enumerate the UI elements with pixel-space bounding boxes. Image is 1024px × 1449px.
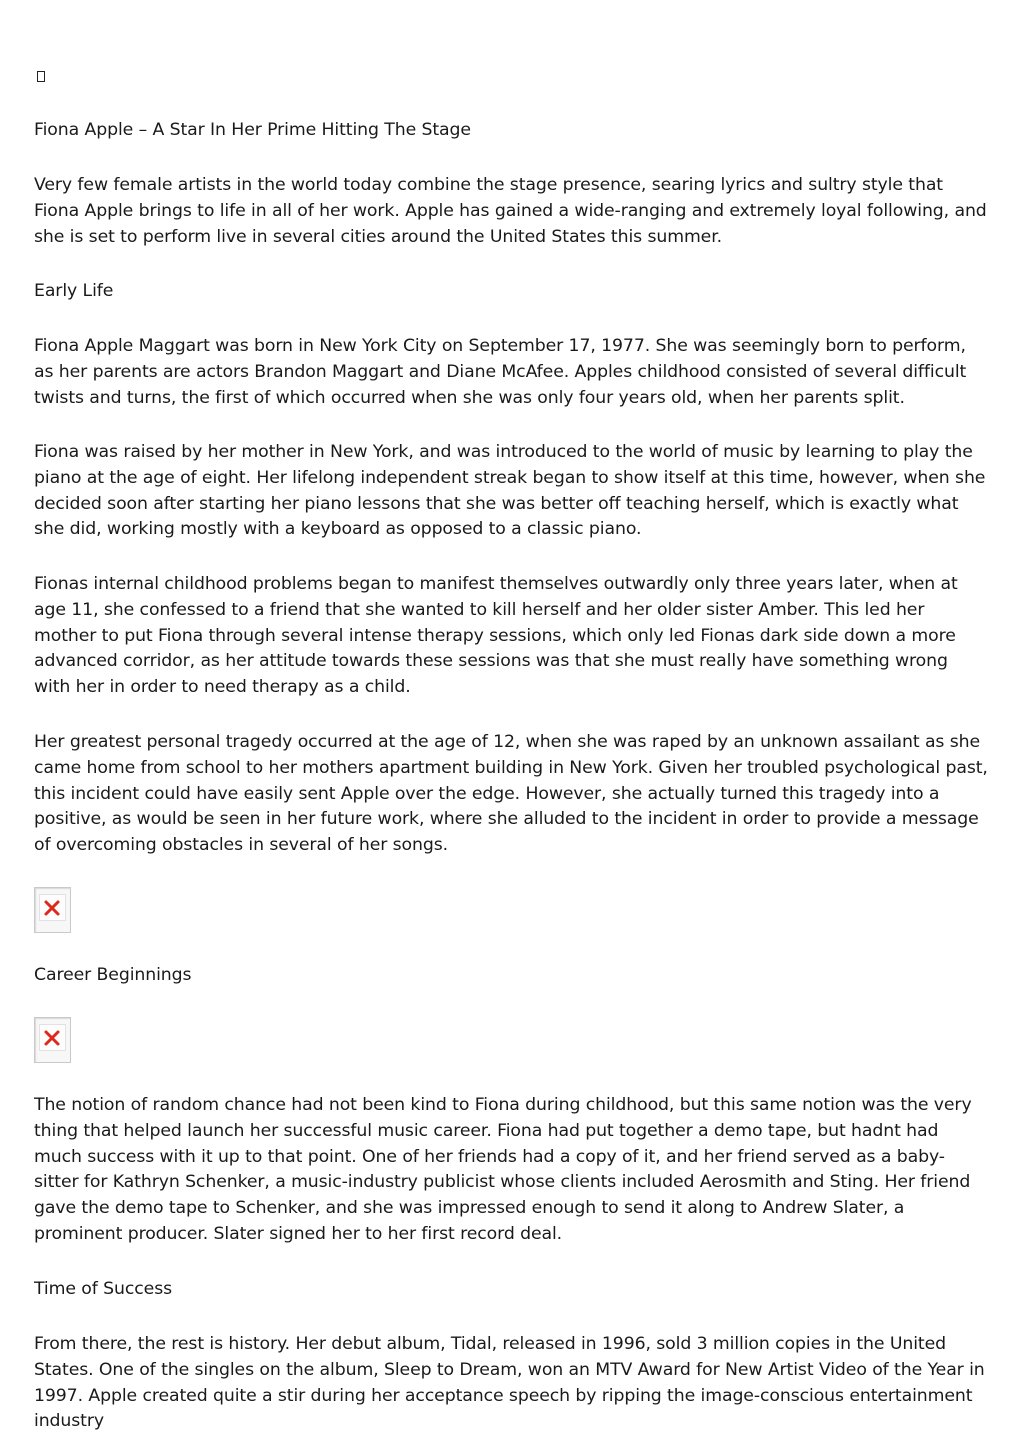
success-paragraph-1: From there, the rest is history. Her debut album, Tidal, released in 1996, sold 3 million copies in the United States. One of the singles on the album, Sleep to Dream, won an MTV Award for New Artist Video of the Year in 1997. Apple created quite a stir during her acceptance speech by ripping the image-conscious entertainment industry [34,1334,985,1432]
heading-career-beginnings: Career Beginnings [34,965,192,985]
early-life-paragraph-2: Fiona was raised by her mother in New York, and was introduced to the world of music by learning to play the piano at the age of eight. Her lifelong independent streak began to show itself at this time, however, when she decided soon after starting her piano lessons that she was better off teaching herself, which is exactly what she did, working mostly with a keyboard as opposed to a classic piano. [34,442,986,540]
early-life-paragraph-1: Fiona Apple Maggart was born in New York City on September 17, 1977. She was seemingly born to perform, as her parents are actors Brandon Maggart and Diane McAfee. Apples childhood consisted of several difficult twists and turns, the first of which occurred when she was only four years old, when her parents split. [34,336,967,408]
broken-image-icon [34,1017,71,1063]
red-x-icon [40,1023,67,1050]
article-title: Fiona Apple – A Star In Her Prime Hitting The Stage [34,120,471,140]
heading-early-life: Early Life [34,281,114,301]
heading-time-of-success: Time of Success [34,1279,172,1299]
missing-glyph-icon [37,71,45,82]
early-life-paragraph-3: Fionas internal childhood problems began to manifest themselves outwardly only three years later, when at age 11, she confessed to a friend that she wanted to kill herself and her older sister Amber. This led her mother to put Fiona through several intense therapy sessions, which only led Fionas dark side down a more advanced corridor, as her attitude towards these sessions was that she must really have something wrong with her in order to need therapy as a child. [34,574,958,698]
red-x-icon [40,893,67,920]
intro-paragraph: Very few female artists in the world today combine the stage presence, searing lyrics and sultry style that Fiona Apple brings to life in all of her work. Apple has gained a wide-ranging and extremely loyal following, and she is set to perform live in several cities around the United States this summer. [34,175,987,247]
broken-image-icon [34,887,71,933]
early-life-paragraph-4: Her greatest personal tragedy occurred at the age of 12, when she was raped by an unknown assailant as she came home from school to her mothers apartment building in New York. Given her troubled psychological past, this incident could have easily sent Apple over the edge. However, she actually turned this tragedy into a positive, as would be seen in her future work, where she alluded to the incident in order to provide a message of overcoming obstacles in several of her songs. [34,732,988,856]
career-paragraph-1: The notion of random chance had not been kind to Fiona during childhood, but this same notion was the very thing that helped launch her successful music career. Fiona had put together a demo tape, but hadnt had much success with it up to that point. One of her friends had a copy of it, and her friend served as a baby-sitter for Kathryn Schenker, a music-industry publicist whose clients included Aerosmith and Sting. Her friend gave the demo tape to Schenker, and she was impressed enough to send it along to Andrew Slater, a prominent producer. Slater signed her to her first record deal. [34,1095,972,1244]
